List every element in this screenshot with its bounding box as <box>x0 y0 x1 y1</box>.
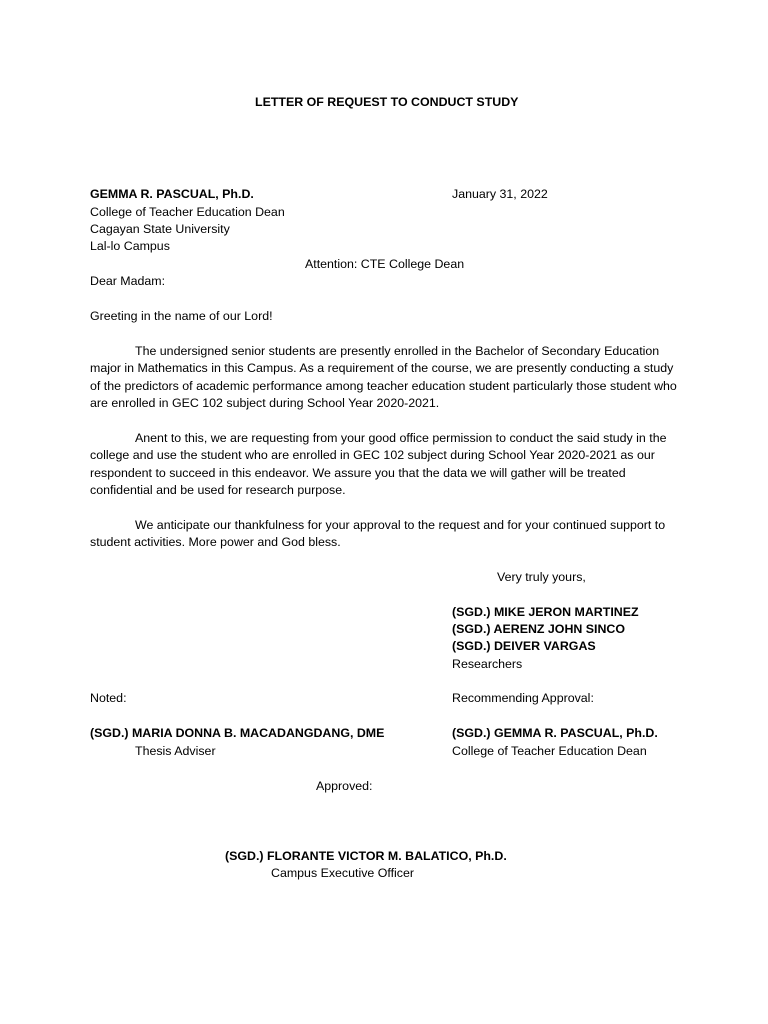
body-paragraph-3 <box>90 517 680 552</box>
letter-title: LETTER OF REQUEST TO CONDUCT STUDY <box>255 95 519 109</box>
recommending-label: Recommending Approval: <box>452 691 594 705</box>
recipient-campus: Lal-lo Campus <box>90 239 170 253</box>
noted-label: Noted: <box>90 691 127 705</box>
body-paragraph-2 <box>90 430 680 500</box>
ceo-title: Campus Executive Officer <box>271 866 415 880</box>
dean-title: College of Teacher Education Dean <box>452 744 647 758</box>
researcher-name: (SGD.) DEIVER VARGAS <box>452 639 596 653</box>
researchers-label: Researchers <box>452 657 523 671</box>
researcher-name: (SGD.) AERENZ JOHN SINCO <box>452 622 626 636</box>
adviser-title: Thesis Adviser <box>135 744 216 758</box>
approved-label: Approved: <box>316 779 373 793</box>
researcher-name: (SGD.) MIKE JERON MARTINEZ <box>452 605 639 619</box>
body-paragraph-1 <box>90 343 680 413</box>
recipient-position: College of Teacher Education Dean <box>90 205 285 219</box>
greeting: Greeting in the name of our Lord! <box>90 309 273 323</box>
paragraph-text: Anent to this, we are requesting from your good office permission to conduct the said study in the college and use the student who are enrolled in GEC 102 subject during School Year 2020-2021 as our respondent to succeed in this endeavor. We assure you that the data we will gather will be treated confidential and be used for research purpose. <box>90 431 667 498</box>
salutation: Dear Madam: <box>90 274 166 288</box>
attention-line: Attention: CTE College Dean <box>305 257 465 271</box>
recipient-name: GEMMA R. PASCUAL, Ph.D. <box>90 187 254 201</box>
paragraph-text: The undersigned senior students are presently enrolled in the Bachelor of Secondary Education major in Mathematics in this Campus. As a requirement of the course, we are presently conducting a study of the predictors of academic performance among teacher education student particularly those student who are enrolled in GEC 102 subject during School Year 2020-2021. <box>90 344 677 411</box>
letter-date: January 31, 2022 <box>452 187 548 201</box>
ceo-name: (SGD.) FLORANTE VICTOR M. BALATICO, Ph.D. <box>225 849 507 863</box>
adviser-name: (SGD.) MARIA DONNA B. MACADANGDANG, DME <box>90 726 385 740</box>
paragraph-text: We anticipate our thankfulness for your approval to the request and for your continued support to student activities. More power and God bless. <box>90 518 666 550</box>
closing: Very truly yours, <box>497 570 586 584</box>
recipient-university: Cagayan State University <box>90 222 230 236</box>
dean-name: (SGD.) GEMMA R. PASCUAL, Ph.D. <box>452 726 658 740</box>
